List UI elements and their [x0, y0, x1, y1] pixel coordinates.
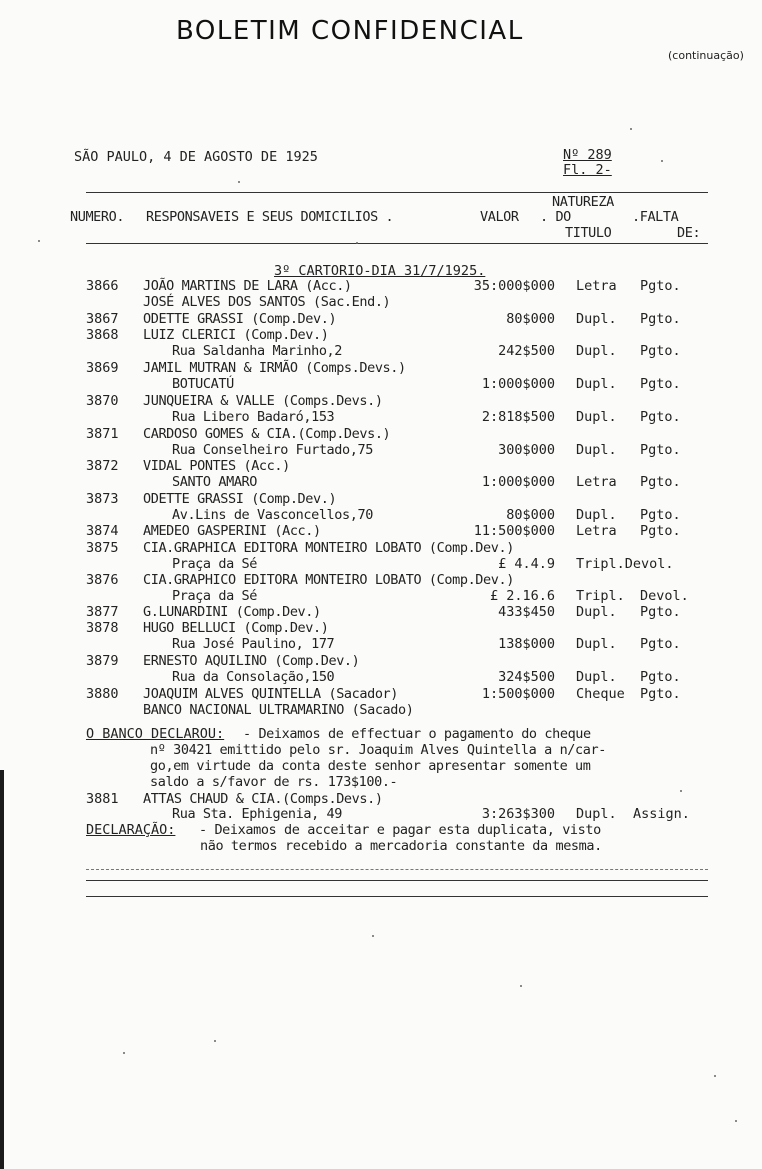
row-3881-valor-text: 3:263$300 [481, 806, 555, 822]
row-number: 3879 [86, 653, 119, 669]
row-natureza: Dupl. [576, 442, 617, 458]
col-numero: NUMERO. [70, 209, 125, 225]
row-falta: Pgto. [640, 474, 681, 490]
section-heading: 3º CARTORIO-DIA 31/7/1925. [274, 263, 486, 279]
speck [630, 128, 632, 130]
row-valor: 242$500 [498, 343, 555, 359]
row-falta: Pgto. [640, 376, 681, 392]
row-natureza: Dupl. [576, 669, 617, 685]
row-falta: Pgto. [640, 604, 681, 620]
row-natureza: Dupl. [576, 343, 617, 359]
row-number: 3868 [86, 327, 119, 343]
speck [238, 181, 240, 183]
row-natureza: Letra [576, 474, 617, 490]
row-valor: 80$000 [506, 311, 555, 327]
footer-rule-1 [86, 880, 708, 881]
speck [123, 1052, 125, 1054]
row-valor: 1:500$000 [481, 686, 555, 702]
bank-note-label [86, 728, 224, 742]
row-responsavel: BOTUCATÚ [172, 376, 234, 392]
row-falta: Pgto. [640, 669, 681, 685]
col-natureza-2: . DO [540, 209, 571, 225]
speck [214, 1040, 216, 1042]
row-responsavel: JAMIL MUTRAN & IRMÃO (Comps.Devs.) [143, 360, 406, 376]
row-responsavel: CARDOSO GOMES & CIA.(Comp.Devs.) [143, 426, 391, 442]
row-responsavel: CIA.GRAPHICO EDITORA MONTEIRO LOBATO (Comp.Dev.) [143, 572, 514, 588]
row-valor: 2:818$500 [481, 409, 555, 425]
speck [735, 1120, 737, 1122]
row-falta: Pgto. [640, 686, 681, 702]
speck [520, 985, 522, 987]
row-natureza: Dupl. [576, 636, 617, 652]
col-valor: VALOR [480, 209, 519, 225]
row-valor: £ 2.16.6 [489, 588, 555, 604]
row-valor: 300$000 [498, 442, 555, 458]
row-number: 3878 [86, 620, 119, 636]
row-responsavel: Rua Libero Badaró,153 [172, 409, 335, 425]
bank-note-line-1: - Deixamos de effectuar o pagamento do cheque [243, 726, 591, 742]
row-3881-natureza: Dupl. [576, 806, 617, 822]
row-responsavel: JOSÉ ALVES DOS SANTOS (Sac.End.) [143, 294, 391, 310]
row-responsavel: JUNQUEIRA & VALLE (Comps.Devs.) [143, 393, 383, 409]
row-responsavel: G.LUNARDINI (Comp.Dev.) [143, 604, 321, 620]
row-responsavel: HUGO BELLUCI (Comp.Dev.) [143, 620, 329, 636]
row-responsavel: ERNESTO AQUILINO (Comp.Dev.) [143, 653, 360, 669]
row-responsavel: CIA.GRAPHICA EDITORA MONTEIRO LOBATO (Comp.Dev.) [143, 540, 514, 556]
bank-note-line-3: go,em virtude da conta deste senhor apresentar somente um [150, 758, 591, 774]
col-falta-2: DE: [677, 225, 701, 241]
row-natureza: Cheque [576, 686, 625, 702]
row-natureza: Tripl.Devol. [576, 556, 674, 572]
row-number: 3880 [86, 686, 119, 702]
declaracao-label-text: DECLARAÇÃO: [86, 822, 176, 838]
speck [372, 935, 374, 937]
header-rule-top [86, 192, 708, 193]
row-responsavel: JOAQUIM ALVES QUINTELLA (Sacador) [143, 686, 399, 702]
row-natureza: Dupl. [576, 376, 617, 392]
speck [661, 160, 663, 162]
footer-rule-dashed [86, 869, 708, 870]
row-falta: Pgto. [640, 343, 681, 359]
row-responsavel: VIDAL PONTES (Acc.) [143, 458, 290, 474]
row-natureza: Dupl. [576, 604, 617, 620]
row-3881-address: Rua Sta. Ephigenia, 49 [172, 806, 343, 822]
row-number: 3872 [86, 458, 119, 474]
row-valor: 80$000 [506, 507, 555, 523]
row-number: 3873 [86, 491, 119, 507]
declaracao-line-2: não termos recebido a mercadoria constante da mesma. [200, 838, 602, 854]
row-responsavel: Rua Conselheiro Furtado,75 [172, 442, 373, 458]
bank-note-line-4: saldo a s/favor de rs. 173$100.- [150, 774, 398, 790]
row-falta: Pgto. [640, 278, 681, 294]
row-falta: Pgto. [640, 409, 681, 425]
row-valor: 433$450 [498, 604, 555, 620]
row-valor: 35:000$000 [473, 278, 555, 294]
row-number: 3869 [86, 360, 119, 376]
speck [356, 242, 358, 244]
bulletin-number: Nº 289 [563, 147, 612, 163]
row-natureza: Dupl. [576, 409, 617, 425]
row-number: 3874 [86, 523, 119, 539]
col-natureza-1: NATUREZA [552, 194, 614, 210]
row-responsavel: Rua José Paulino, 177 [172, 636, 335, 652]
row-responsavel: Av.Lins de Vasconcellos,70 [172, 507, 373, 523]
header-rule-bottom [86, 243, 708, 244]
row-responsavel: BANCO NACIONAL ULTRAMARINO (Sacado) [143, 702, 414, 718]
bank-note-label-text: O BANCO DECLAROU: [86, 726, 225, 742]
row-falta: Pgto. [640, 311, 681, 327]
speck [680, 790, 682, 792]
row-falta: Pgto. [640, 636, 681, 652]
page-title: BOLETIM CONFIDENCIAL [176, 16, 524, 46]
row-3881-falta: Assign. [633, 806, 690, 822]
row-number: 3877 [86, 604, 119, 620]
footer-rule-2 [86, 896, 708, 897]
row-responsavel: Praça da Sé [172, 556, 258, 572]
row-valor: £ 4.4.9 [498, 556, 555, 572]
row-number: 3871 [86, 426, 119, 442]
row-responsavel: LUIZ CLERICI (Comp.Dev.) [143, 327, 329, 343]
row-responsavel: Rua da Consolação,150 [172, 669, 335, 685]
row-responsavel: SANTO AMARO [172, 474, 258, 490]
row-falta: Pgto. [640, 442, 681, 458]
row-natureza: Letra [576, 523, 617, 539]
row-3881-name: ATTAS CHAUD & CIA.(Comps.Devs.) [143, 791, 383, 807]
row-valor: 1:000$000 [481, 474, 555, 490]
row-valor: 324$500 [498, 669, 555, 685]
continuation-note: (continuação) [668, 49, 744, 62]
row-number: 3867 [86, 311, 119, 327]
sheet-number: Fl. 2- [563, 162, 612, 178]
declaracao-label [86, 824, 175, 838]
bank-note-line-2: nº 30421 emittido pelo sr. Joaquim Alves Quintella a n/car- [150, 742, 606, 758]
row-valor: 1:000$000 [481, 376, 555, 392]
row-valor: 138$000 [498, 636, 555, 652]
row-number: 3870 [86, 393, 119, 409]
row-responsavel: ODETTE GRASSI (Comp.Dev.) [143, 311, 337, 327]
declaracao-line-1: - Deixamos de acceitar e pagar esta duplicata, visto [199, 822, 601, 838]
col-natureza-3: TITULO [565, 225, 612, 241]
row-falta: Pgto. [640, 507, 681, 523]
row-responsavel: Praça da Sé [172, 588, 258, 604]
city-date: SÃO PAULO, 4 DE AGOSTO DE 1925 [74, 149, 318, 165]
row-natureza: Tripl. [576, 588, 625, 604]
row-3881-number: 3881 [86, 791, 119, 807]
row-natureza: Letra [576, 278, 617, 294]
scan-edge [0, 770, 4, 1169]
row-number: 3866 [86, 278, 119, 294]
row-responsavel: JOÃO MARTINS DE LARA (Acc.) [143, 278, 352, 294]
row-responsavel: AMEDEO GASPERINI (Acc.) [143, 523, 321, 539]
col-responsaveis: RESPONSAVEIS E SEUS DOMICILIOS . [146, 209, 394, 225]
row-number: 3875 [86, 540, 119, 556]
row-natureza: Dupl. [576, 311, 617, 327]
row-number: 3876 [86, 572, 119, 588]
speck [38, 240, 40, 242]
row-natureza: Dupl. [576, 507, 617, 523]
row-responsavel: Rua Saldanha Marinho,2 [172, 343, 343, 359]
row-falta: Pgto. [640, 523, 681, 539]
row-responsavel: ODETTE GRASSI (Comp.Dev.) [143, 491, 337, 507]
speck [714, 1075, 716, 1077]
row-falta: Devol. [640, 588, 689, 604]
col-falta-1: .FALTA [632, 209, 679, 225]
row-valor: 11:500$000 [473, 523, 555, 539]
